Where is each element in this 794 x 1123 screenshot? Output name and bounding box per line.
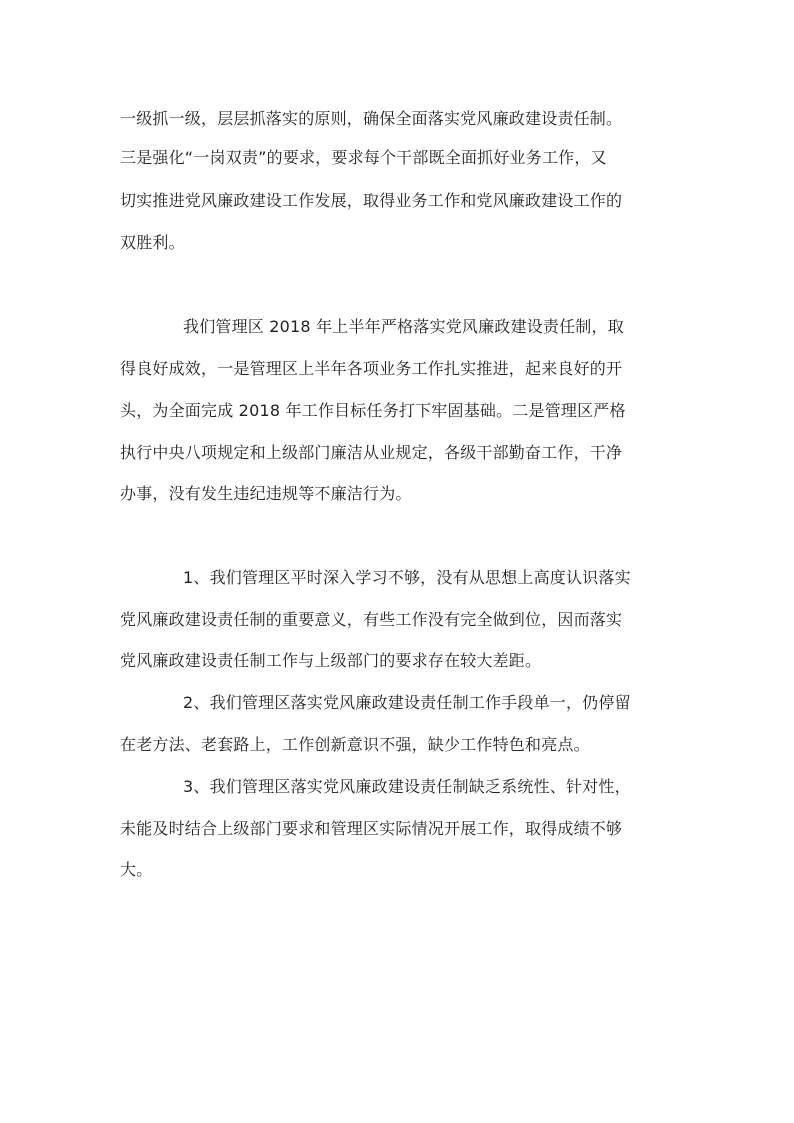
paragraph-2-line-2: 得良好成效，一是管理区上半年各项业务工作扎实推进，起来良好的开: [120, 359, 623, 378]
paragraph-3-line-3: 党风廉政建设责任制工作与上级部门的要求存在较大差距。: [120, 651, 542, 670]
paragraph-1-line-2: 三是强化“一岗双责”的要求，要求每个干部既全面抓好业务工作，又: [120, 148, 607, 167]
paragraph-4-line-2: 在老方法、老套路上，工作创新意识不强，缺少工作特色和亮点。: [120, 735, 590, 754]
paragraph-3-line-2: 党风廉政建设责任制的重要意义，有些工作没有完全做到位，因而落实: [120, 610, 623, 629]
paragraph-2-line-3: 头，为全面完成 2018 年工作目标任务打下牢固基础。二是管理区严格: [120, 401, 626, 420]
paragraph-5-line-3: 大。: [120, 860, 153, 879]
paragraph-1-line-4: 双胜利。: [120, 233, 185, 252]
paragraph-2-line-5: 办事，没有发生违纪违规等不廉洁行为。: [120, 484, 412, 503]
paragraph-5-line-1: 3、我们管理区落实党风廉政建设责任制缺乏系统性、针对性，: [183, 777, 631, 796]
paragraph-2-line-1: 我们管理区 2018 年上半年严格落实党风廉政建设责任制，取: [183, 317, 624, 336]
paragraph-3-line-1: 1、我们管理区平时深入学习不够，没有从思想上高度认识落实: [183, 568, 631, 587]
paragraph-2-line-4: 执行中央八项规定和上级部门廉洁从业规定，各级干部勤奋工作，干净: [120, 443, 623, 462]
paragraph-4-line-1: 2、我们管理区落实党风廉政建设责任制工作手段单一，仍停留: [183, 693, 631, 712]
paragraph-1-line-3: 切实推进党风廉政建设工作发展，取得业务工作和党风廉政建设工作的: [120, 191, 623, 210]
paragraph-5-line-2: 未能及时结合上级部门要求和管理区实际情况开展工作，取得成绩不够: [120, 819, 623, 838]
paragraph-1-line-1: 一级抓一级，层层抓落实的原则，确保全面落实党风廉政建设责任制。: [120, 109, 623, 128]
